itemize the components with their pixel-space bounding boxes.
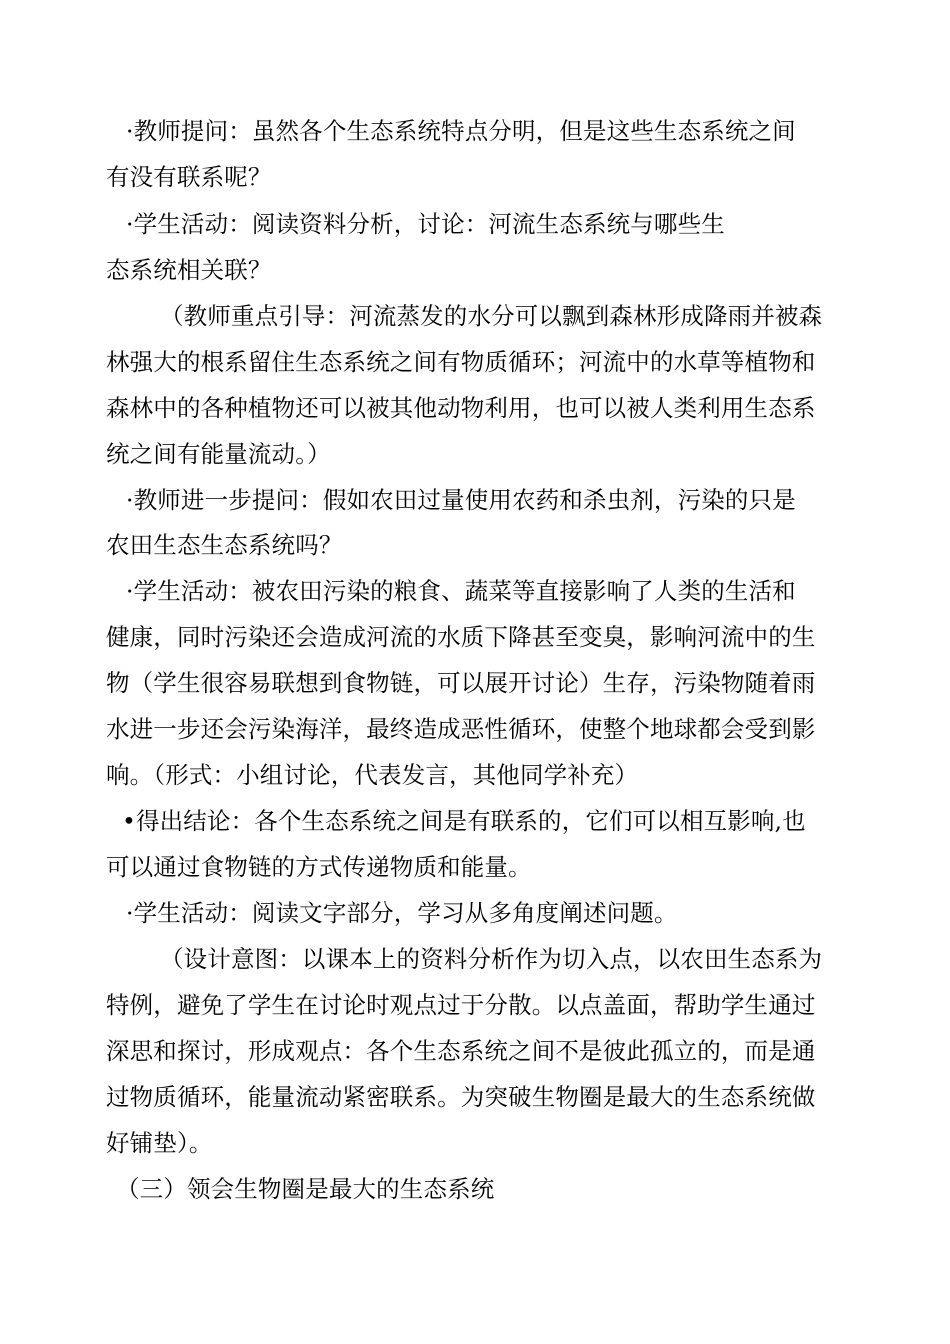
paragraph-line: （教师重点引导：河流蒸发的水分可以飘到森林形成降雨并被森 (160, 302, 823, 330)
paragraph-line: 森林中的各种植物还可以被其他动物利用，也可以被人类利用生态系 (106, 394, 816, 422)
paragraph-line: 统之间有能量流动。） (106, 440, 331, 468)
paragraph-line: 林强大的根系留住生态系统之间有物质循环；河流中的水草等植物和 (106, 348, 816, 376)
paragraph-line: 健康，同时污染还会造成河流的水质下降甚至变臭，影响河流中的生 (106, 623, 816, 651)
paragraph-line: ·教师提问：虽然各个生态系统特点分明，但是这些生态系统之间 (126, 117, 796, 145)
paragraph-line: 可以通过食物链的方式传递物质和能量。 (106, 853, 532, 881)
paragraph-line: 特例，避免了学生在讨论时观点过于分散。以点盖面，帮助学生通过 (106, 991, 816, 1019)
paragraph-line: 过物质循环，能量流动紧密联系。为突破生物圈是最大的生态系统做 (106, 1083, 816, 1111)
paragraph-line: ·教师进一步提问：假如农田过量使用农药和杀虫剂，污染的只是 (126, 486, 796, 514)
paragraph-line: ·学生活动：被农田污染的粮食、蔬菜等直接影响了人类的生活和 (126, 577, 796, 605)
paragraph-line: 响。（形式：小组讨论，代表发言，其他同学补充） (106, 761, 639, 789)
paragraph-line: 态系统相关联？ (106, 256, 272, 284)
paragraph-line: 有没有联系呢？ (106, 163, 272, 191)
paragraph-line: 深思和探讨，形成观点：各个生态系统之间不是彼此孤立的，而是通 (106, 1037, 816, 1065)
paragraph-line: 物（学生很容易联想到食物链，可以展开讨论）生存，污染物随着雨 (106, 669, 816, 697)
section-heading: （三）领会生物圈是最大的生态系统 (116, 1175, 495, 1203)
paragraph-line: 农田生态生态系统吗？ (106, 531, 343, 559)
paragraph-line: •得出结论：各个生态系统之间是有联系的，它们可以相互影响,也 (122, 807, 806, 835)
paragraph-line: ·学生活动：阅读资料分析，讨论：河流生态系统与哪些生 (126, 210, 725, 238)
paragraph-line: 好铺垫）。 (106, 1129, 213, 1157)
paragraph-line: 水进一步还会污染海洋，最终造成恶性循环，使整个地球都会受到影 (106, 715, 816, 743)
paragraph-line: ·学生活动：阅读文字部分，学习从多角度阐述问题。 (126, 899, 678, 927)
paragraph-line: （设计意图：以课本上的资料分析作为切入点，以农田生态系为 (160, 945, 823, 973)
